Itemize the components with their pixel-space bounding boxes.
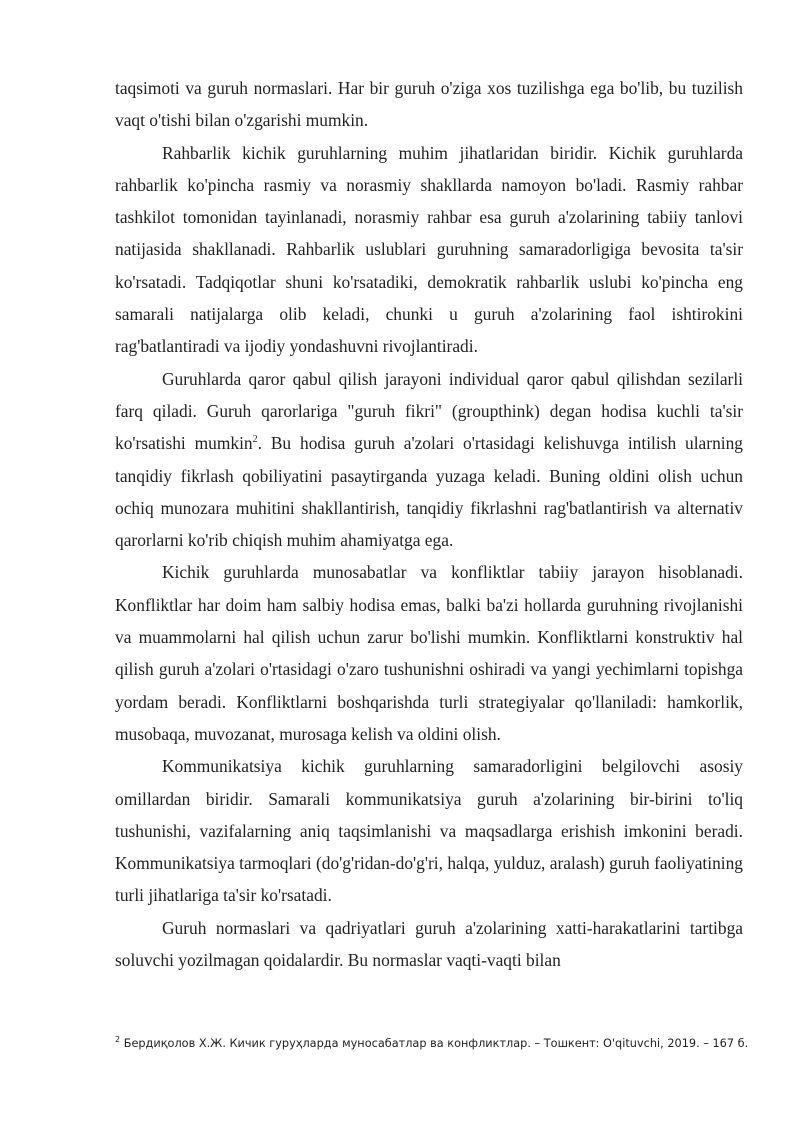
footnote-text: Бердиқолов Х.Ж. Кичик гуруҳларда муносабатлар ва конфликтлар. – Тошкент: O'qituvchi, 2019. – 167 б. <box>123 1037 749 1050</box>
paragraph-decision-making-text-after: . Bu hodisa guruh a'zolari o'rtasidagi kelishuvga intilish ularning tanqidiy fikrlash qobiliyatini pasaytirganda yuzaga keladi. Buning oldini olish uchun ochiq munozara muhitini shakllantirish, tanqidiy fikrlashni rag'batlantirish va alternativ qarorlarni ko'rib chiqish muhim ahamiyatga ega. <box>115 433 743 551</box>
paragraph-communication: Kommunikatsiya kichik guruhlarning samaradorligini belgilovchi asosiy omillardan biridir. Samarali kommunikatsiya guruh a'zolarining bir-birini to'liq tushunishi, vazifalarning aniq taqsimlanishi va maqsadlarga erishish imkonini beradi. Kommunikatsiya tarmoqlari (do'g'ridan-do'g'ri, halqa, yulduz, aralash) guruh faoliyatining turli jihatlariga ta'sir ko'rsatadi. <box>115 756 743 906</box>
body-text <box>115 72 743 976</box>
paragraph-decision-making-text-before: Guruhlarda qaror qabul qilish jarayoni individual qaror qabul qilishdan sezilarli farq qiladi. Guruh qarorlariga "guruh fikri" (groupthink) degan hodisa kuchli ta'sir ko'rsatishi mumkin <box>115 368 743 454</box>
footnote-number: 2 <box>115 1035 121 1045</box>
footnote <box>115 1035 749 1052</box>
paragraph-continued: taqsimoti va guruh normaslari. Har bir guruh o'ziga xos tuzilishga ega bo'lib, bu tuzilish vaqt o'tishi bilan o'zgarishi mumkin. <box>115 78 743 131</box>
paragraph-norms: Guruh normaslari va qadriyatlari guruh a'zolarining xatti-harakatlarini tartibga soluvchi yozilmagan qoidalardir. Bu normaslar vaqti-vaqti bilan <box>115 917 743 971</box>
paragraph-decision-making <box>115 363 743 557</box>
paragraph-leadership: Rahbarlik kichik guruhlarning muhim jihatlaridan biridir. Kichik guruhlarda rahbarlik ko'pincha rasmiy va norasmiy shakllarda namoyon bo'ladi. Rasmiy rahbar tashkilot tomonidan tayinlanadi, norasmiy rahbar esa guruh a'zolarining tabiiy tanlovi natijasida shakllanadi. Rahbarlik uslublari guruhning samaradorligiga bevosita ta'sir ko'rsatadi. Tadqiqotlar shuni ko'rsatadiki, demokratik rahbarlik uslubi ko'pincha eng samarali natijalarga olib keladi, chunki u guruh a'zolarining faol ishtirokini rag'batlantiradi va ijodiy yondashuvni rivojlantiradi. <box>115 142 743 357</box>
footnote-reference[interactable]: 2 <box>252 434 258 446</box>
paragraph-conflicts: Kichik guruhlarda munosabatlar va konfliktlar tabiiy jarayon hisoblanadi. Konfliktlar har doim ham salbiy hodisa emas, balki ba'zi hollarda guruhning rivojlanishi va muammolarni hal qilish uchun zarur bo'lishi mumkin. Konfliktlarni konstruktiv hal qilish guruh a'zolari o'rtasidagi o'zaro tushunishni oshiradi va yangi yechimlarni topishga yordam beradi. Konfliktlarni boshqarishda turli strategiyalar qo'llaniladi: hamkorlik, musobaqa, muvozanat, murosaga kelish va oldini olish. <box>115 562 743 744</box>
